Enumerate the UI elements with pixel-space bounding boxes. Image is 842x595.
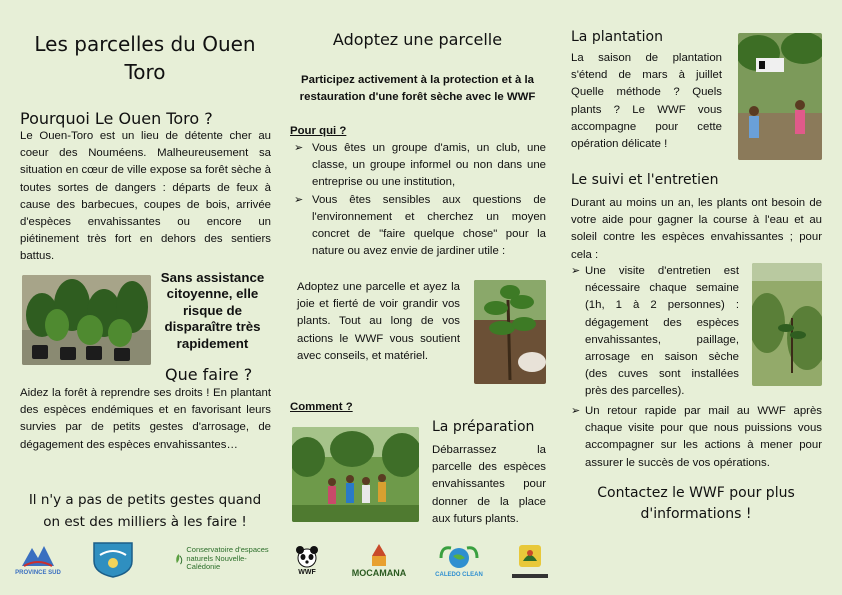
maintenance-photo (752, 263, 822, 386)
potted-plants-photo (22, 275, 151, 365)
plant-text: La saison de plantation s'étend de mars à juillet Quelle méthode ? Quels plants ? Le WWF vous accompagne pour cette opération délicate ! (571, 52, 722, 151)
contact-text: Contactez le WWF pour plus d'informations ! (597, 485, 795, 522)
mocamana-logo: MOCAMANA (343, 538, 415, 582)
adopt-heading: Adoptez une parcelle (332, 30, 503, 49)
followup-list-2 (571, 403, 822, 472)
why-heading: Pourquoi Le Ouen Toro ? (20, 109, 213, 128)
intro-text: Participez activement à la protection et à la restauration d'une forêt sèche avec le WWF (299, 74, 536, 103)
warning-text: Sans assistance citoyenne, elle risque de disparaître très rapidement (160, 270, 265, 351)
list-item: ➢ Vous êtes sensibles aux questions de l'environnement et cherchez un moyen concret de "faire quelque chose" pour la nature ou avez envie de jardiner utile : (294, 193, 546, 258)
followup-list-1 (571, 263, 739, 401)
arrow-bullet-icon: ➢ (294, 142, 304, 154)
followup-heading: Le suivi et l'entretien (571, 172, 719, 188)
forwho-list (290, 140, 546, 260)
how-heading: Comment ? (290, 401, 353, 413)
caledoclean-logo: CALEDO CLEAN (430, 538, 488, 582)
adopt-text: Adoptez une parcelle et ayez la joie et fierté de voir grandir vos plants. Tout au long de vos actions le WWF vous soutient avec conseils, et matériel. (297, 281, 460, 362)
plantation-photo (738, 33, 822, 160)
slogan: Il n'y a pas de petits gestes quand on est des milliers à les faire ! (28, 492, 262, 530)
list-item: ➢ Un retour rapide par mail au WWF après chaque visite pour que nous puissions vous accompagner sur les actions à mener pour assurer le succès de vos opérations. (571, 405, 822, 469)
group-photo (292, 427, 419, 522)
forwho-heading: Pour qui ? (290, 125, 347, 137)
plant-heading: La plantation (571, 29, 663, 45)
main-title: Les parcelles du Ouen Toro (34, 32, 256, 84)
arrow-bullet-icon: ➢ (294, 193, 304, 206)
whattodo-text: Aidez la forêt à reprendre ses droits ! En plantant des espèces endémiques et en favorisant leurs survies par de petits gestes d'arrosage, de dégagement des espèces envahissantes… (20, 387, 271, 451)
prep-text: Débarrassez la parcelle des espèces envahissantes pour donner de la place aux futurs plants. (432, 444, 546, 525)
followup-text: Durant au moins un an, les plants ont besoin de votre aide pour gagner la course à l'eau et au soleil contre les espèces envahissantes ; pour cela : (571, 197, 822, 261)
arrow-bullet-icon: ➢ (571, 265, 581, 277)
arrow-bullet-icon: ➢ (571, 405, 581, 417)
club-logo (508, 538, 552, 582)
why-text: Le Ouen-Toro est un lieu de détente cher au coeur des Nouméens. Malheureusement sa situation en cœur de ville expose sa forêt sèche à toutes sortes de dangers : départs de feux à cause des barbecues, coupes de bois, arrivée d'espèces envahissantes ou encore un piétinement très fort en dehors des sentiers battus. (20, 130, 271, 263)
list-item: ➢ Vous êtes un groupe d'amis, un club, une classe, un groupe informel ou non dans une entreprise ou une institution, (294, 142, 546, 189)
whattodo-heading: Que faire ? (165, 365, 253, 384)
city-crest-logo (88, 537, 138, 581)
wwf-logo: WWF (290, 540, 324, 580)
prep-heading: La préparation (432, 419, 535, 435)
conservatoire-logo: Conservatoire d'espaces naturels Nouvelle-Calédonie (174, 542, 270, 576)
list-item: ➢ Une visite d'entretien est nécessaire chaque semaine (1h, 1 à 2 personnes) : dégagement des espèces envahissantes, paillage, arrosage en saison sèche (des cuves sont installées près des parcelles). (571, 265, 739, 398)
province-sud-logo: PROVINCE SUD (14, 540, 62, 580)
hand-planting-photo (474, 280, 546, 384)
